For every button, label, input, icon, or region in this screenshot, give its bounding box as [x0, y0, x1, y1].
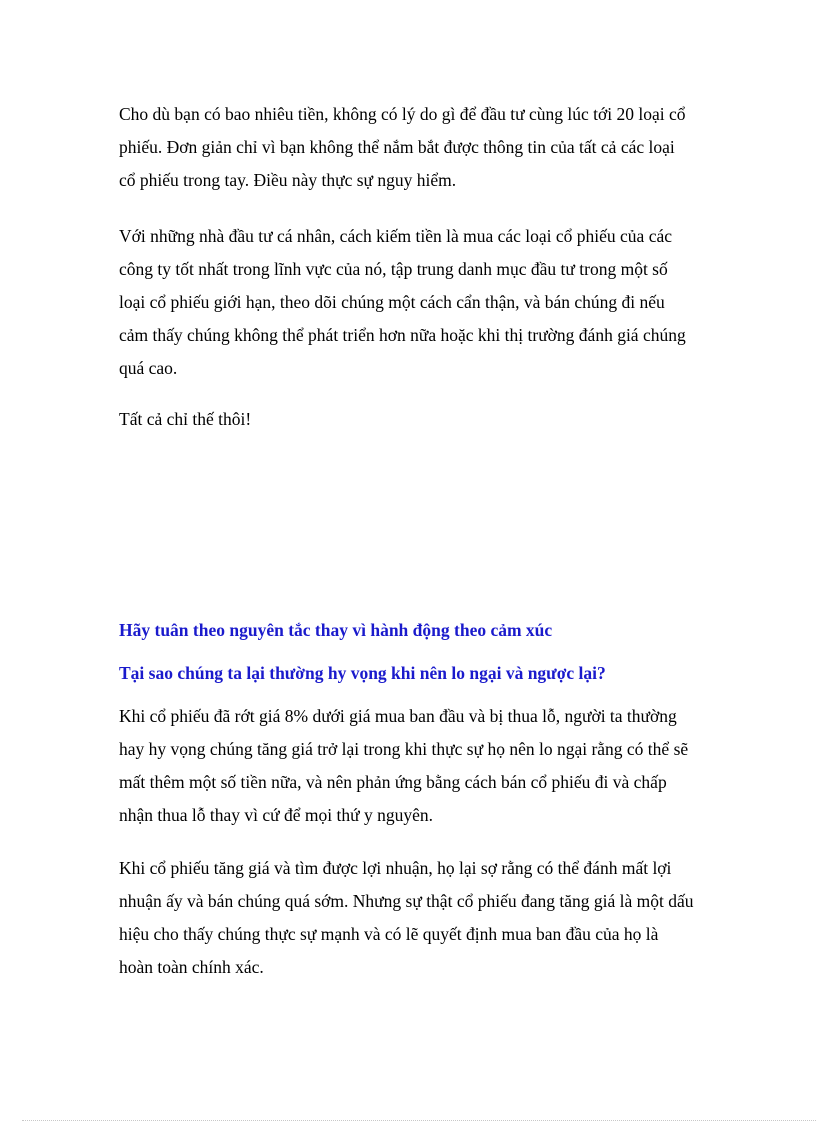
page-bottom-divider	[22, 1120, 816, 1121]
section-heading-rules-over-emotions: Hãy tuân theo nguyên tắc thay vì hành động theo cảm xúc	[119, 620, 553, 640]
paragraph-conclusion: Tất cả chỉ thế thôi!	[119, 409, 252, 429]
paragraph-winning-stock-behavior: Khi cổ phiếu tăng giá và tìm được lợi nhuận, họ lại sợ rằng có thể đánh mất lợi nhuận ấy và bán chúng quá sớm. Nhưng sự thật cổ phiếu đang tăng giá là một dấu hiệu cho thấy chúng thực sự mạnh và có lẽ quyết định mua ban đầu của họ là hoàn toàn chính xác.	[119, 858, 694, 977]
section-subheading-hope-vs-fear: Tại sao chúng ta lại thường hy vọng khi nên lo ngại và ngược lại?	[119, 663, 606, 683]
paragraph-diversification-warning: Cho dù bạn có bao nhiêu tiền, không có lý do gì để đầu tư cùng lúc tới 20 loại cổ phiếu. Đơn giản chỉ vì bạn không thể nắm bắt được thông tin của tất cả các loại cổ phiếu trong tay. Điều này thực sự nguy hiểm.	[119, 104, 686, 190]
paragraph-losing-stock-behavior: Khi cổ phiếu đã rớt giá 8% dưới giá mua ban đầu và bị thua lỗ, người ta thường hay hy vọng chúng tăng giá trở lại trong khi thực sự họ nên lo ngại rằng có thể sẽ mất thêm một số tiền nữa, và nên phản ứng bằng cách bán cổ phiếu đi và chấp nhận thua lỗ thay vì cứ để mọi thứ y nguyên.	[119, 706, 689, 825]
paragraph-investor-strategy: Với những nhà đầu tư cá nhân, cách kiếm tiền là mua các loại cổ phiếu của các công ty tốt nhất trong lĩnh vực của nó, tập trung danh mục đầu tư trong một số loại cổ phiếu giới hạn, theo dõi chúng một cách cẩn thận, và bán chúng đi nếu cảm thấy chúng không thể phát triển hơn nữa hoặc khi thị trường đánh giá chúng quá cao.	[119, 226, 686, 378]
